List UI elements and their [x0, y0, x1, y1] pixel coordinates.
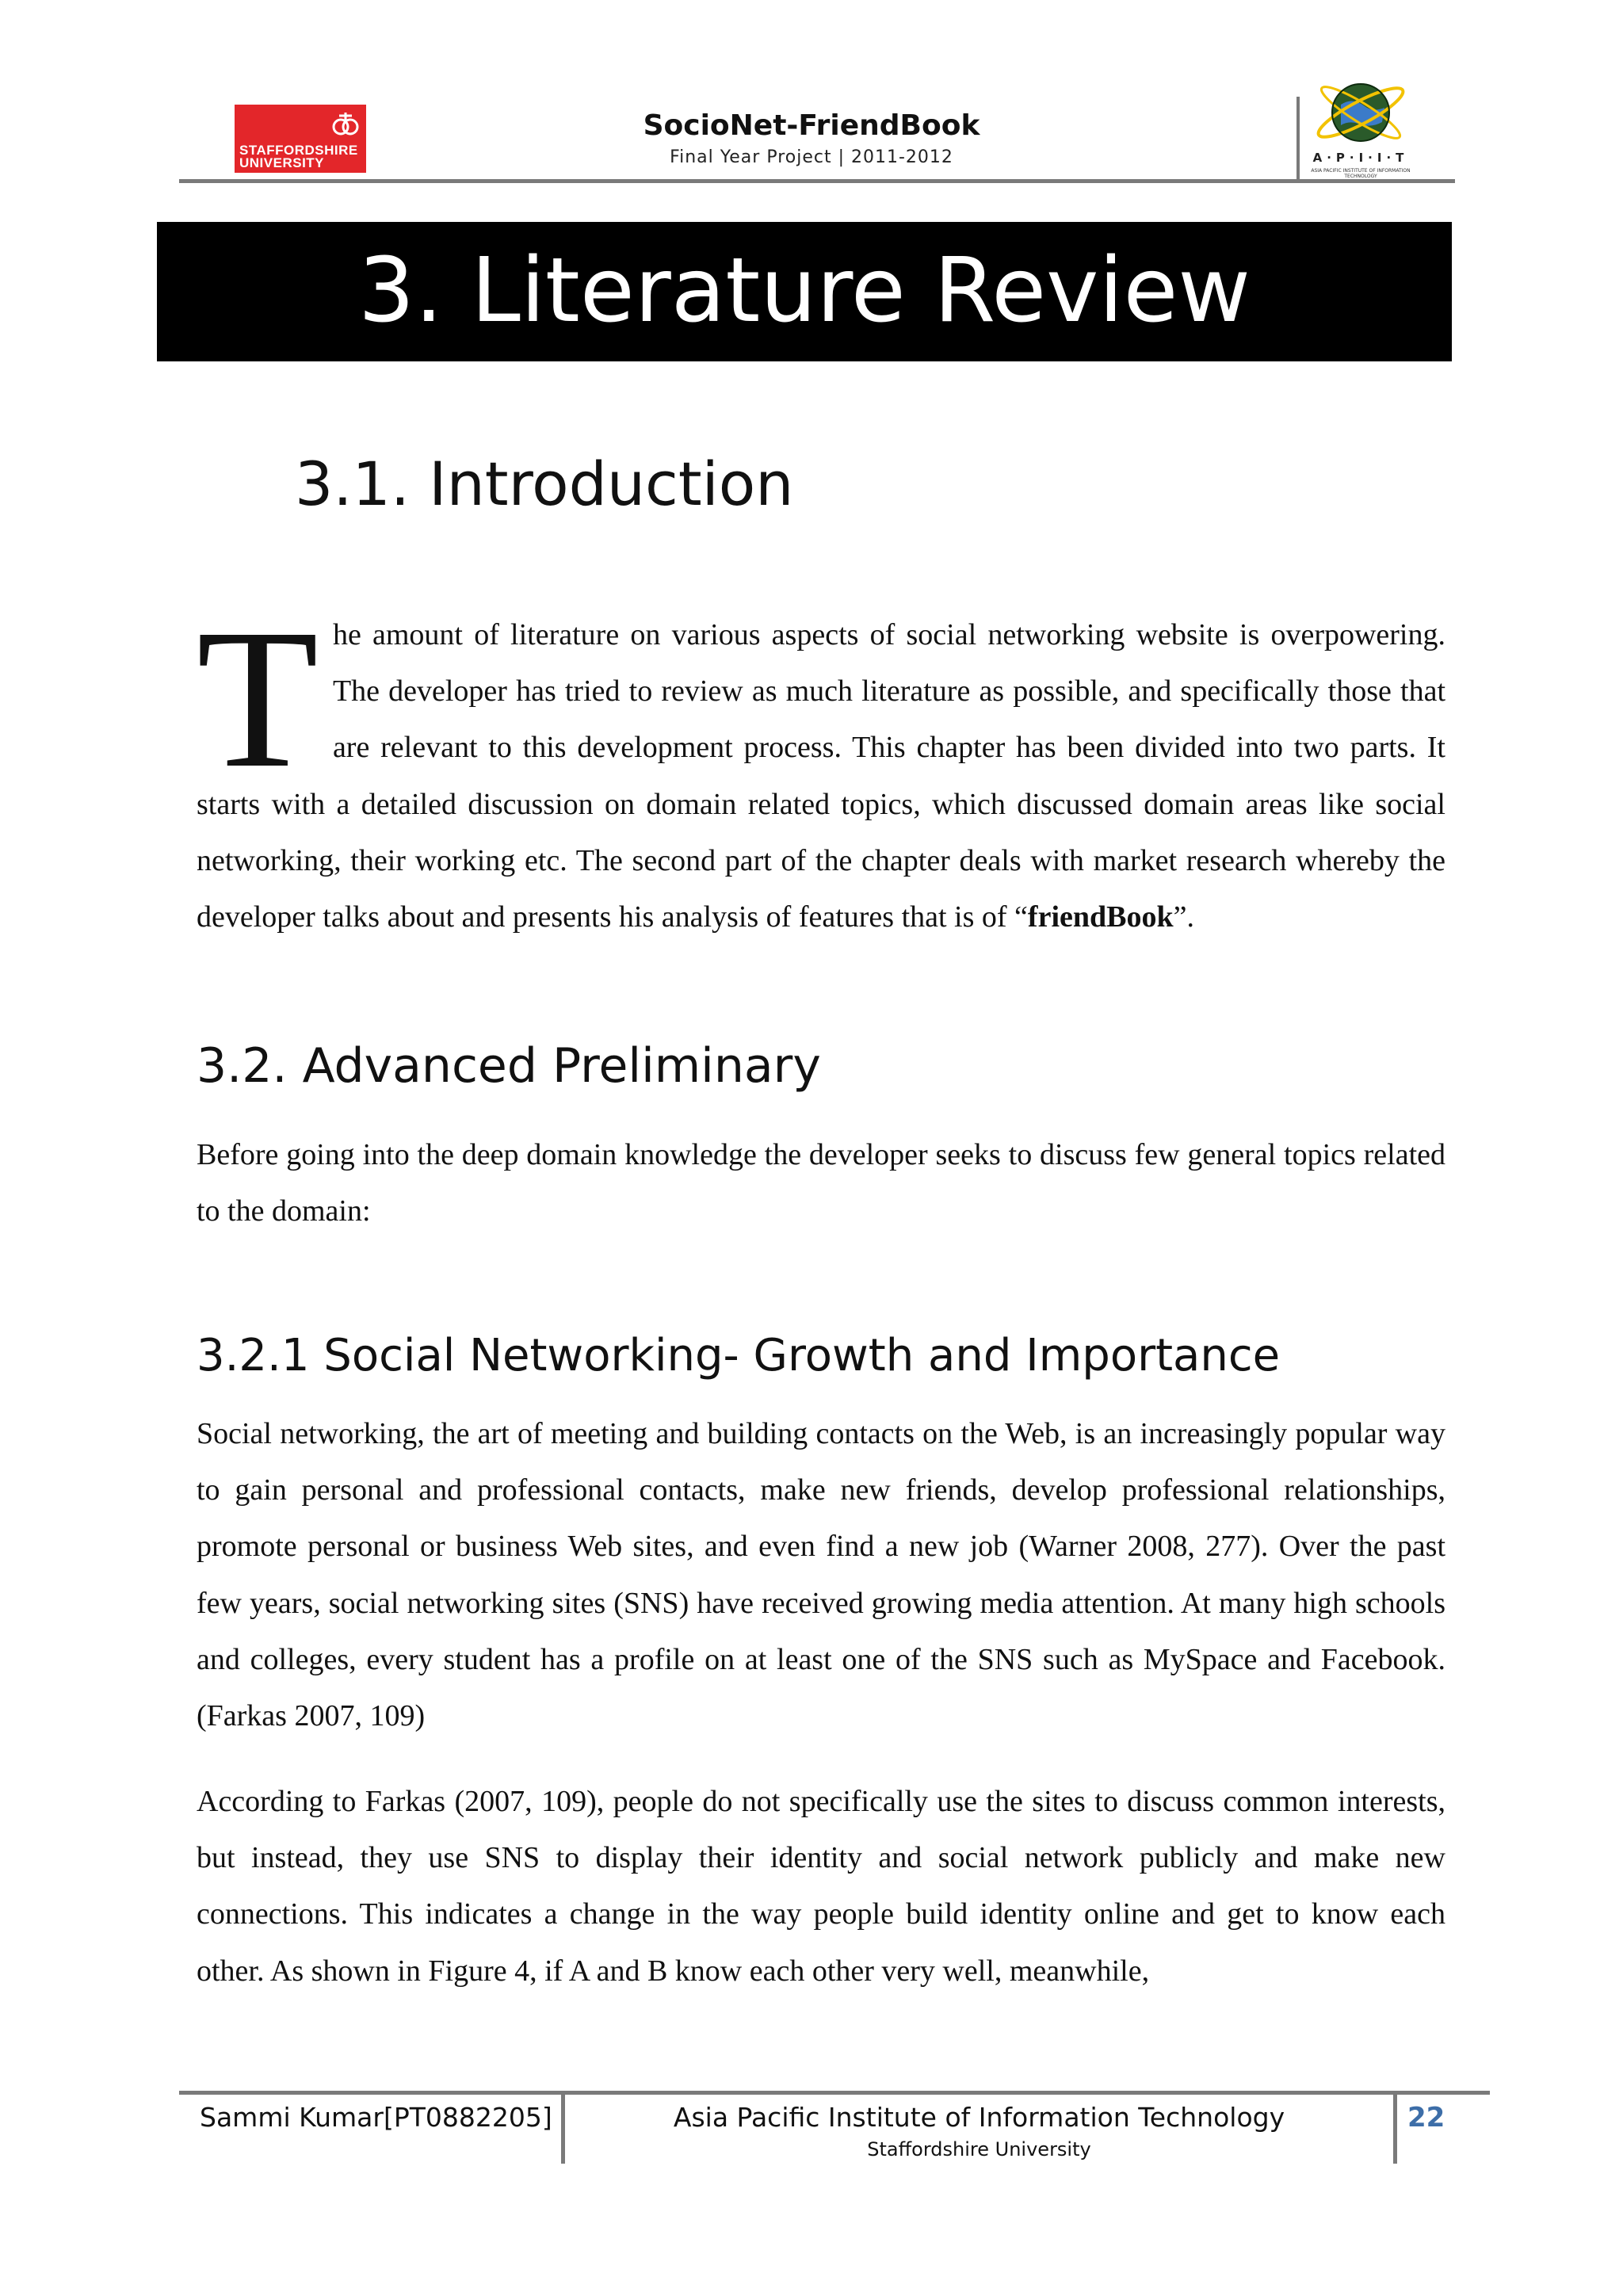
footer-separator-right: [1393, 2092, 1397, 2164]
page-number: 22: [1407, 2102, 1445, 2134]
introduction-text: he amount of literature on various aspects of social networking website is overpowering. The developer has tried to review as much literature as possible, and specifically those that are relevant to this development process. This chapter has been divided into two parts. It starts with a detailed discussion on domain related topics, which discussed domain areas like social networking, their working etc. The second part of the chapter deals with market research whereby the developer talks about and presents his analysis of features that is of “: [197, 618, 1445, 934]
header-rule: [179, 179, 1455, 183]
social-networking-paragraph-1: Social networking, the art of meeting and building contacts on the Web, is an increasingly popular way to gain personal and professional contacts, make new friends, develop professional relationships, promote personal or business Web sites, and even find a new job (Warner 2008, 277). Over the past few years, social networking sites (SNS) have received growing media attention. At many high schools and colleges, every student has a profile on at least one of the SNS such as MySpace and Facebook. (Farkas 2007, 109): [197, 1417, 1445, 1733]
chapter-banner: [157, 222, 1452, 361]
logo-text-line2: UNIVERSITY: [239, 155, 325, 170]
footer-author: Sammi Kumar[PT0882205]: [200, 2102, 552, 2133]
section-heading-introduction: 3.1. Introduction: [295, 449, 794, 519]
friendbook-bold: friendBook: [1027, 900, 1174, 934]
section-heading-advanced-preliminary: 3.2. Advanced Preliminary: [197, 1038, 821, 1094]
dropcap-letter: T: [197, 587, 319, 809]
section-heading-social-networking: 3.2.1 Social Networking- Growth and Importance: [197, 1330, 1281, 1381]
header-separator: [1296, 97, 1300, 182]
chapter-title: 3. Literature Review: [357, 239, 1251, 342]
globe-icon: [1309, 73, 1412, 152]
document-subtitle: Final Year Project | 2011-2012: [670, 147, 953, 167]
apiit-subtext: ASIA PACIFIC INSTITUTE OF INFORMATION TECHNOLOGY: [1311, 168, 1411, 179]
apiit-logo: [1309, 73, 1412, 181]
footer-university: Staffordshire University: [867, 2138, 1091, 2160]
introduction-paragraph: [197, 587, 1445, 946]
advanced-preliminary-paragraph: Before going into the deep domain knowledge the developer seeks to discuss few general topics related to the domain:: [197, 1138, 1445, 1228]
apiit-text: A·P·I·I·T: [1312, 151, 1409, 165]
document-title: SocioNet-FriendBook: [643, 109, 980, 142]
footer-institute: Asia Pacific Institute of Information Technology: [673, 2102, 1285, 2133]
introduction-text-end: ”.: [1173, 900, 1194, 934]
footer-rule: [179, 2091, 1490, 2095]
social-networking-paragraph-2: According to Farkas (2007, 109), people do not specifically use the sites to discuss common interests, but instead, they use SNS to display their identity and social network publicly and make new connections. This indicates a change in the way people build identity online and get to know each other. As shown in Figure 4, if A and B know each other very well, meanwhile,: [197, 1785, 1445, 1988]
logo-text-line1: STAFFORDSHIRE: [239, 143, 358, 158]
